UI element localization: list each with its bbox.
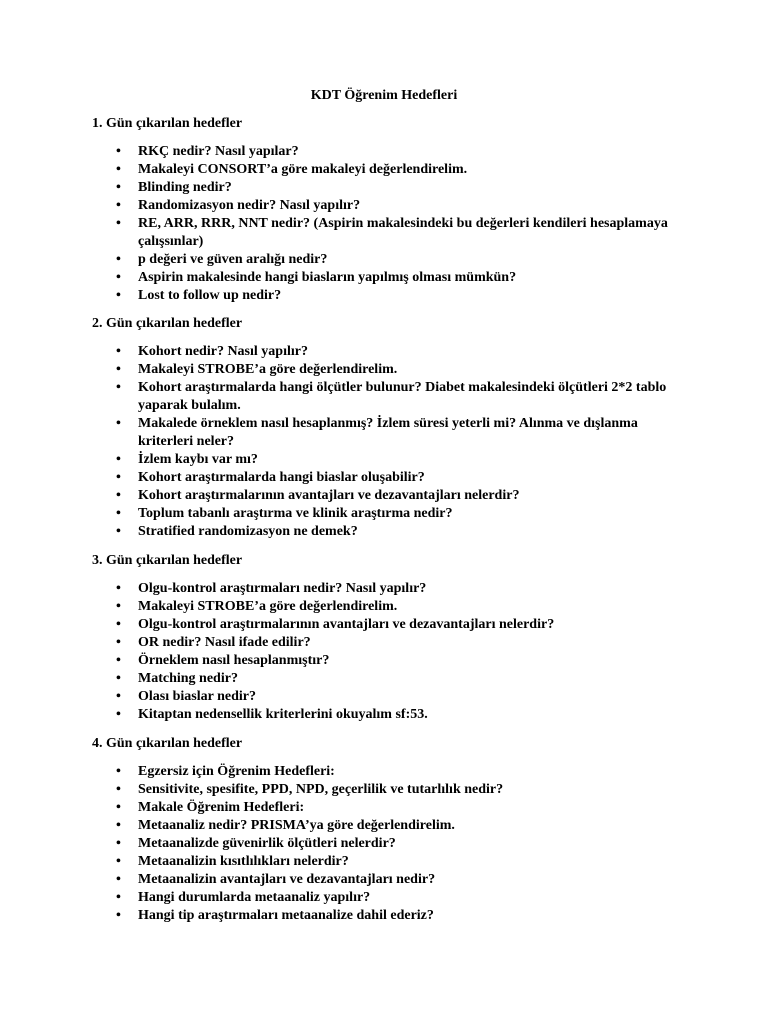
- list-item: [92, 598, 692, 616]
- list-item-text: Makaleyi CONSORT’a göre makaleyi değerlendirelim.: [138, 162, 468, 177]
- bullet-icon: •: [116, 818, 121, 833]
- bullet-icon: •: [116, 144, 121, 159]
- list-item-text: Kohort araştırmalarda hangi biaslar oluşabilir?: [138, 470, 425, 485]
- bullet-icon: •: [116, 470, 121, 485]
- list-item: [92, 469, 692, 487]
- section-heading: 2. Gün çıkarılan hedefler: [92, 316, 243, 331]
- list-item-text: Hangi tip araştırmaları metaanalize dahil ederiz?: [138, 908, 434, 923]
- bullet-icon: •: [116, 344, 121, 359]
- bullet-icon: •: [116, 452, 121, 467]
- bullet-icon: •: [116, 653, 121, 668]
- list-item-text: Matching nedir?: [138, 671, 238, 686]
- list-item-text: RE, ARR, RRR, NNT nedir? (Aspirin makalesindeki bu değerleri kendileri hesaplamaya çalışsınlar): [138, 216, 668, 249]
- bullet-icon: •: [116, 599, 121, 614]
- list-item-text: Kitaptan nedensellik kriterlerini okuyalım sf:53.: [138, 707, 428, 722]
- list-item-text: Metaanaliz nedir? PRISMA’ya göre değerlendirelim.: [138, 818, 455, 833]
- list-item: [92, 907, 692, 925]
- bullet-icon: •: [116, 380, 121, 395]
- list-item-text: Hangi durumlarda metaanaliz yapılır?: [138, 890, 371, 905]
- list-item: [92, 688, 692, 706]
- list-item: [92, 523, 692, 541]
- list-item: [92, 361, 692, 379]
- bullet-icon: •: [116, 764, 121, 779]
- list-item-text: Metaanalizin kısıtlılıkları nelerdir?: [138, 854, 349, 869]
- bullet-icon: •: [116, 671, 121, 686]
- section-day-3: [92, 552, 692, 724]
- list-item-text: Stratified randomizasyon ne demek?: [138, 524, 358, 539]
- list-item-text: Toplum tabanlı araştırma ve klinik araştırma nedir?: [138, 506, 453, 521]
- list-item: [92, 143, 692, 161]
- bullet-icon: •: [116, 216, 121, 231]
- document-title: KDT Öğrenim Hedefleri: [310, 88, 458, 103]
- bullet-icon: •: [116, 872, 121, 887]
- bullet-icon: •: [116, 581, 121, 596]
- list-item-text: Metaanalizin avantajları ve dezavantajları nedir?: [138, 872, 436, 887]
- list-item-text: RKÇ nedir? Nasıl yapılar?: [138, 144, 299, 159]
- list-item-text: Lost to follow up nedir?: [138, 288, 282, 303]
- bullet-list: [92, 580, 692, 724]
- bullet-icon: •: [116, 782, 121, 797]
- section-heading: 3. Gün çıkarılan hedefler: [92, 553, 243, 568]
- list-item-text: OR nedir? Nasıl ifade edilir?: [138, 635, 311, 650]
- list-item: [92, 706, 692, 724]
- list-item: [92, 670, 692, 688]
- bullet-icon: •: [116, 180, 121, 195]
- list-item-text: Kohort nedir? Nasıl yapılır?: [138, 344, 308, 359]
- list-item: [92, 269, 692, 287]
- list-item-text: Olgu-kontrol araştırmalarının avantajları ve dezavantajları nelerdir?: [138, 617, 555, 632]
- list-item: [92, 215, 692, 251]
- bullet-icon: •: [116, 854, 121, 869]
- list-item: [92, 835, 692, 853]
- bullet-icon: •: [116, 800, 121, 815]
- list-item-text: Blinding nedir?: [138, 180, 232, 195]
- bullet-icon: •: [116, 689, 121, 704]
- list-item-text: İzlem kaybı var mı?: [138, 452, 258, 467]
- list-item-text: Makale Öğrenim Hedefleri:: [138, 800, 305, 815]
- section-heading: 1. Gün çıkarılan hedefler: [92, 116, 243, 131]
- list-item: [92, 853, 692, 871]
- list-item: [92, 634, 692, 652]
- section-day-2: [92, 315, 692, 541]
- list-item-text: Sensitivite, spesifite, PPD, NPD, geçerlilik ve tutarlılık nedir?: [138, 782, 504, 797]
- bullet-icon: •: [116, 416, 121, 431]
- bullet-icon: •: [116, 362, 121, 377]
- list-item-text: Kohort araştırmalarının avantajları ve dezavantajları nelerdir?: [138, 488, 520, 503]
- bullet-list: [92, 343, 692, 541]
- list-item: [92, 343, 692, 361]
- list-item: [92, 871, 692, 889]
- list-item-text: Örneklem nasıl hesaplanmıştır?: [138, 653, 330, 668]
- list-item-text: Egzersiz için Öğrenim Hedefleri:: [138, 764, 335, 779]
- bullet-icon: •: [116, 288, 121, 303]
- list-item: [92, 799, 692, 817]
- list-item: [92, 817, 692, 835]
- list-item-text: Metaanalizde güvenirlik ölçütleri nelerdir?: [138, 836, 396, 851]
- list-item-text: Makaleyi STROBE’a göre değerlendirelim.: [138, 599, 398, 614]
- bullet-icon: •: [116, 162, 121, 177]
- list-item-text: Kohort araştırmalarda hangi ölçütler bulunur? Diabet makalesindeki ölçütleri 2*2 tablo yaparak bulalım.: [138, 380, 667, 413]
- list-item: [92, 505, 692, 523]
- list-item-text: Olası biaslar nedir?: [138, 689, 256, 704]
- list-item: [92, 197, 692, 215]
- list-item-text: p değeri ve güven aralığı nedir?: [138, 252, 328, 267]
- bullet-icon: •: [116, 908, 121, 923]
- bullet-icon: •: [116, 635, 121, 650]
- list-item: [92, 580, 692, 598]
- section-heading: 4. Gün çıkarılan hedefler: [92, 736, 243, 751]
- list-item-text: Aspirin makalesinde hangi biasların yapılmış olması mümkün?: [138, 270, 517, 285]
- section-day-1: [92, 115, 692, 305]
- list-item-text: Olgu-kontrol araştırmaları nedir? Nasıl yapılır?: [138, 581, 427, 596]
- bullet-list: [92, 763, 692, 925]
- list-item-text: Randomizasyon nedir? Nasıl yapılır?: [138, 198, 361, 213]
- list-item: [92, 763, 692, 781]
- list-item-text: Makalede örneklem nasıl hesaplanmış? İzlem süresi yeterli mi? Alınma ve dışlanma kriterleri neler?: [138, 416, 638, 449]
- list-item-text: Makaleyi STROBE’a göre değerlendirelim.: [138, 362, 398, 377]
- bullet-icon: •: [116, 836, 121, 851]
- bullet-icon: •: [116, 617, 121, 632]
- list-item: [92, 179, 692, 197]
- list-item: [92, 379, 692, 415]
- bullet-list: [92, 143, 692, 305]
- list-item: [92, 451, 692, 469]
- list-item: [92, 616, 692, 634]
- list-item: [92, 781, 692, 799]
- list-item: [92, 251, 692, 269]
- bullet-icon: •: [116, 488, 121, 503]
- list-item: [92, 415, 692, 451]
- list-item: [92, 161, 692, 179]
- bullet-icon: •: [116, 198, 121, 213]
- list-item: [92, 889, 692, 907]
- section-day-4: [92, 735, 692, 925]
- bullet-icon: •: [116, 890, 121, 905]
- bullet-icon: •: [116, 506, 121, 521]
- bullet-icon: •: [116, 252, 121, 267]
- bullet-icon: •: [116, 270, 121, 285]
- list-item: [92, 287, 692, 305]
- list-item: [92, 487, 692, 505]
- bullet-icon: •: [116, 707, 121, 722]
- list-item: [92, 652, 692, 670]
- bullet-icon: •: [116, 524, 121, 539]
